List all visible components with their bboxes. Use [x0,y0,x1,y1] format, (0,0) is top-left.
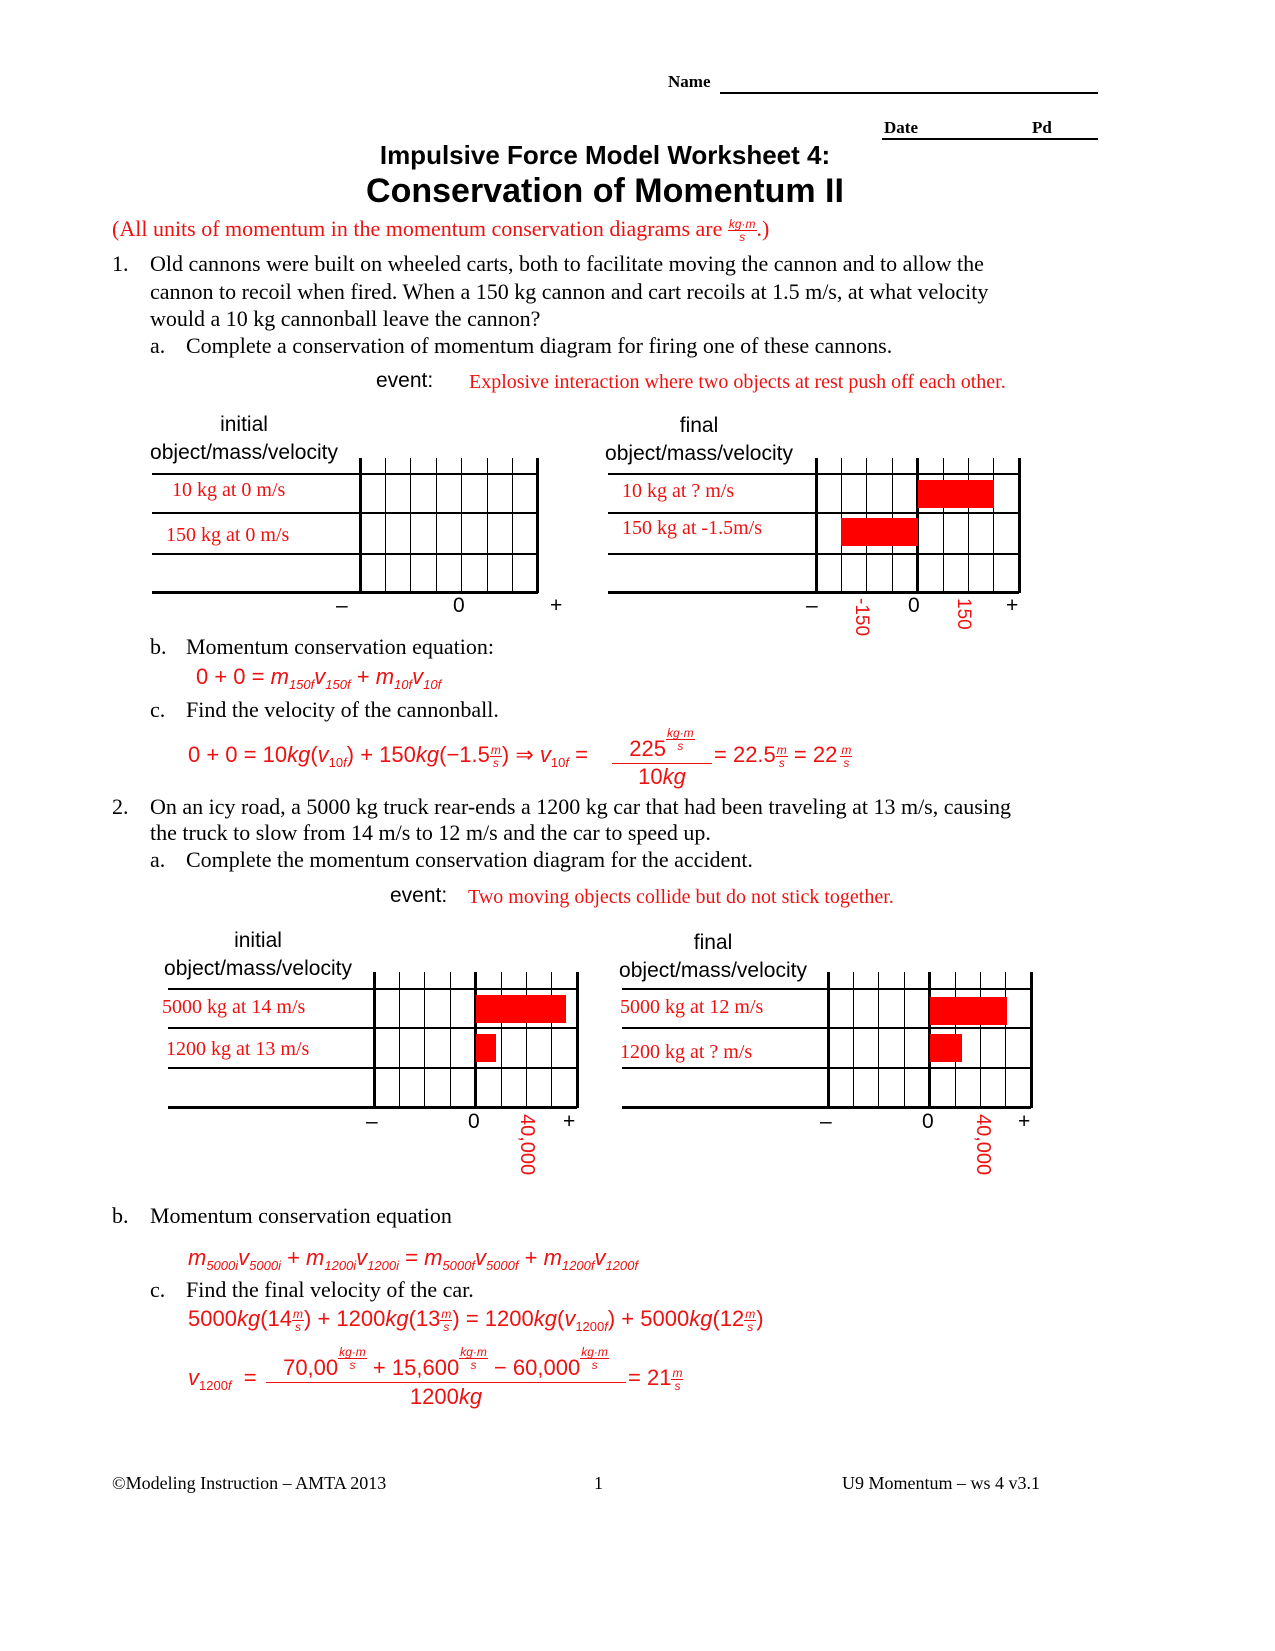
q2-b-text: Momentum conservation equation [150,1203,452,1228]
q1-final-row-1[interactable]: 10 kg at ? m/s [622,480,735,502]
q2-final-header: final object/mass/velocity [619,931,807,982]
q1-b-label: b. [150,634,167,659]
row-line [608,512,1019,514]
q2-event-label: event: [390,884,448,907]
row-line [622,1027,1031,1029]
row-line [168,1067,577,1069]
q2-c-text: Find the final velocity of the car. [186,1277,474,1302]
q2-c-equation-1[interactable]: 5000kg(14 $\frac{m}{s}$ ) + 1200kg(13 $\frac{m}{s}$ ) = $1200kg(v_{1200f}) + 5000kg(12$ $\frac{m}{s}$ ) [188,1306,764,1334]
grid-line [993,458,994,593]
q2-c-label: c. [150,1277,166,1302]
q1-c-text: Find the velocity of the cannonball. [186,697,499,722]
grid-line [512,458,513,593]
grid-line [1030,972,1033,1108]
grid-line [373,972,376,1108]
name-label: Name [668,72,711,91]
grid-line [436,458,437,593]
q2-final-axis-minus: – [820,1110,832,1133]
grid-line [1018,458,1021,593]
q1-b-equation[interactable]: $0 + 0 = m_{150f}v_{150f} + m_{10f}v_{10f}$ [196,664,442,692]
q1-event-answer[interactable]: Explosive interaction where two objects at rest push off each other. [469,371,1006,393]
q2-initial-row-2[interactable]: 1200 kg at 13 m/s [166,1038,310,1060]
grid-line [980,972,981,1108]
grid-line [1005,972,1006,1108]
q1-initial-header: initial object/mass/velocity [150,413,338,464]
row-line [152,473,538,475]
row-line [152,512,538,514]
q2-initial-axis-zero: 0 [468,1110,480,1133]
q1-final-axis-minus: – [806,594,818,617]
q2-initial-row-1[interactable]: 5000 kg at 14 m/s [162,996,306,1018]
q1-final-tick-neg: -150 [851,598,872,637]
q2-c-fraction[interactable]: 70,00 $\frac{kg\cdot m}{s}$ + 15,600 $\frac{kg\cdot m}{s}$ − 60,000 $\frac{kg\cdot m}{s}$ 1200kg [266,1346,626,1411]
row-line [168,988,577,990]
row-line [608,553,1019,555]
grid-line [576,972,579,1108]
grid-line [536,458,539,593]
units-fraction: $\frac{kg\cdot m}{s}$ [728,217,756,245]
q1-initial-axis-zero: 0 [453,594,465,617]
q1-c-fraction[interactable]: 225 $\frac{kg\cdot m}{s}$ 10kg [612,727,712,790]
footer-page-number: 1 [594,1473,603,1493]
q2-final-axis-plus: + [1018,1110,1031,1133]
q1-final-axis-zero: 0 [908,594,920,617]
q2-initial-bar-1200kg[interactable] [476,1034,496,1062]
grid-line [815,458,818,593]
q1-c-equation-result[interactable]: = 22.5 $\frac{m}{s}$ = 22 $\frac{m}{s}$ [714,742,852,770]
units-note [112,216,769,243]
q2-initial-axis-minus: – [366,1110,378,1133]
q1-text-line-1: Old cannons were built on wheeled carts, both to facilitate moving the cannon and to allow the [150,251,984,276]
q1-a-text: Complete a conservation of momentum diagram for firing one of these cannons. [186,333,893,358]
q1-final-axis-plus: + [1006,594,1019,617]
grid-line [359,458,362,593]
axis-line [622,1106,1031,1109]
q1-number: 1. [112,251,129,276]
q2-final-bar-1200kg[interactable] [930,1034,962,1062]
q2-b-label: b. [112,1203,129,1228]
footer-right: U9 Momentum – ws 4 v3.1 [842,1473,1040,1493]
axis-line [168,1106,577,1109]
grid-line [424,972,425,1108]
q2-c-v-label[interactable]: $v_{1200f}$ = [188,1365,257,1393]
q2-final-row-2[interactable]: 1200 kg at ? m/s [620,1041,753,1063]
title-line-2: Conservation of Momentum II [366,172,844,210]
pd-label: Pd [1032,118,1052,137]
q2-initial-bar-5000kg[interactable] [476,995,566,1023]
row-line [608,473,1019,475]
q1-text-line-3: would a 10 kg cannonball leave the cannon? [150,306,541,331]
grid-line [968,458,969,593]
q2-final-row-1[interactable]: 5000 kg at 12 m/s [620,996,764,1018]
q2-b-equation[interactable]: $m_{5000i}v_{5000i} + m_{1200i}v_{1200i} = m_{5000f}v_{5000f} + m_{1200f}v_{1200f}$ [188,1245,638,1273]
units-note-text: (All units of momentum in the momentum conservation diagrams are [112,216,723,241]
grid-line [385,458,386,593]
q2-final-tick-label: 40,000 [972,1114,994,1176]
q2-c-result[interactable]: = 21 $\frac{m}{s}$ [628,1365,683,1393]
q2-initial-axis-plus: + [563,1110,576,1133]
row-line [622,988,1031,990]
q1-c-equation-left[interactable]: $0 + 0 = 10kg(v_{10f}) + 150kg(-1.5$ $\frac{m}{s}$ ) ⇒ $v_{10f}$ = [188,742,588,770]
q2-text-line-1: On an icy road, a 5000 kg truck rear-ends a 1200 kg car that had been traveling at 13 m/s, causing [150,794,1011,819]
units-note-close: .) [756,216,770,241]
title-line-1: Impulsive Force Model Worksheet 4: [379,140,831,170]
q1-final-header: final object/mass/velocity [605,414,793,465]
footer-left: ©Modeling Instruction – AMTA 2013 [112,1473,387,1493]
grid-line [461,458,462,593]
row-line [152,553,538,555]
q1-initial-row-2[interactable]: 150 kg at 0 m/s [166,524,290,546]
q1-a-label: a. [150,333,166,358]
q1-c-label: c. [150,697,166,722]
row-line [168,1027,577,1029]
grid-line [551,972,552,1108]
q2-number: 2. [112,794,129,819]
q1-initial-axis-minus: – [336,594,348,617]
grid-line [501,972,502,1108]
q2-a-text: Complete the momentum conservation diagram for the accident. [186,847,753,872]
name-field-line[interactable] [720,92,1098,94]
q2-final-axis-zero: 0 [922,1110,934,1133]
grid-line [487,458,488,593]
grid-line [827,972,830,1108]
q1-initial-axis-plus: + [550,594,563,617]
q1-final-bar-10kg[interactable] [918,480,994,508]
q2-initial-header: initial object/mass/velocity [164,929,352,980]
grid-line [904,972,905,1108]
q1-text-line-2: cannon to recoil when fired. When a 150 kg cannon and cart recoils at 1.5 m/s, at what velocity [150,279,989,304]
q1-initial-row-1[interactable]: 10 kg at 0 m/s [172,479,286,501]
row-line [622,1067,1031,1069]
q2-final-bar-5000kg[interactable] [930,997,1007,1025]
q1-b-text: Momentum conservation equation: [186,634,494,659]
grid-line [450,972,451,1108]
grid-line [853,972,854,1108]
grid-line [410,458,411,593]
q1-event-label: event: [376,369,434,392]
grid-line [878,972,879,1108]
date-label: Date [884,118,918,137]
grid-line [943,458,944,593]
q2-event-answer[interactable]: Two moving objects collide but do not stick together. [468,886,894,908]
q2-a-label: a. [150,847,166,872]
grid-line [526,972,527,1108]
q2-initial-tick-label: 40,000 [516,1114,538,1176]
q1-final-tick-pos: 150 [953,598,974,630]
grid-line [399,972,400,1108]
q2-text-line-2: the truck to slow from 14 m/s to 12 m/s and the car to speed up. [150,820,711,845]
q1-final-row-2[interactable]: 150 kg at -1.5m/s [622,517,762,539]
q1-final-bar-150kg[interactable] [841,518,917,546]
